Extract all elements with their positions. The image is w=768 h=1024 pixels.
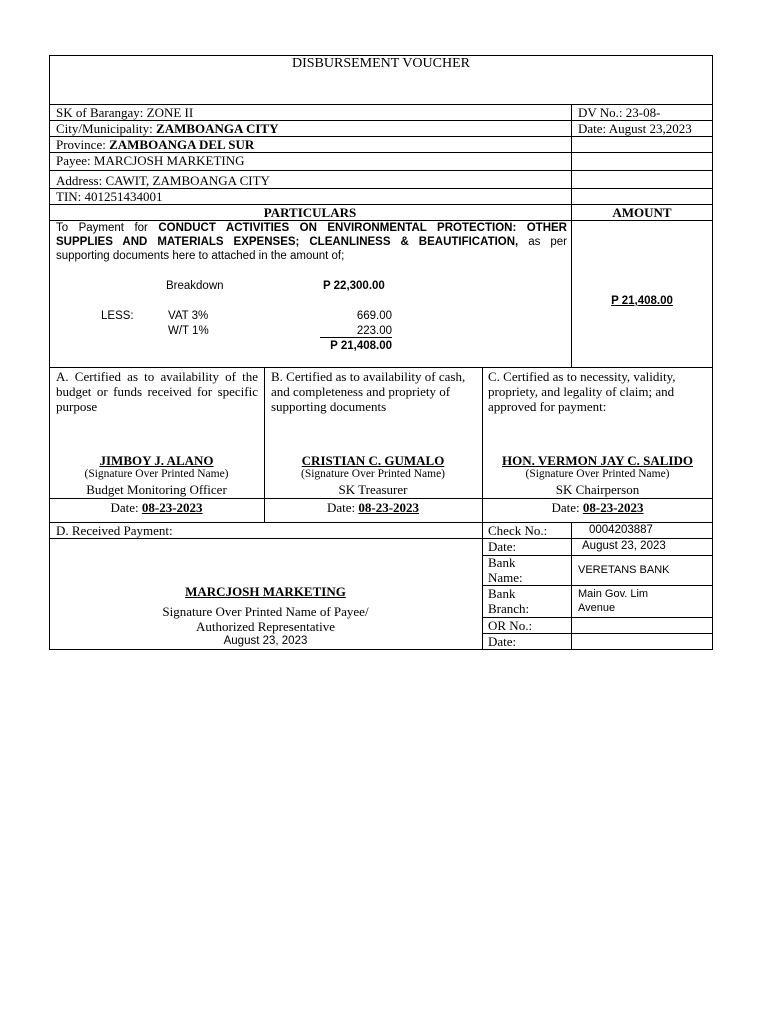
cert-b-caption: (Signature Over Printed Name) — [300, 468, 446, 480]
address-row — [56, 173, 270, 188]
amount-heading: AMOUNT — [612, 205, 672, 220]
payee-label: Payee: — [56, 153, 91, 168]
voucher-title: DISBURSEMENT VOUCHER — [291, 56, 470, 71]
cert-a-date-row — [49, 500, 264, 515]
net-amount: P 21,408.00 — [330, 340, 392, 352]
cert-c-text: C. Certified as to necessity, validity, propriety, and legality of claim; and approved for payment: — [488, 369, 676, 414]
vat-label: VAT 3% — [168, 310, 209, 322]
particulars-intro: To Payment for — [56, 222, 148, 234]
sk-barangay-value: ZONE II — [146, 105, 194, 120]
bank-branch-value-1: Main Gov. Lim — [578, 588, 649, 600]
cert-a-text: A. Certified as to availability of the budget or funds received for specific purpose — [56, 369, 258, 414]
wt-amount: 223.00 — [356, 325, 392, 337]
bank-branch-label-1: Bank — [488, 586, 516, 601]
dv-date-value: August 23,2023 — [608, 121, 692, 136]
cert-a-caption: (Signature Over Printed Name) — [84, 468, 229, 480]
dv-no-label: DV No.: — [578, 105, 623, 120]
address-value: CAWIT, ZAMBOANGA CITY — [105, 173, 270, 188]
cert-a-date: 08-23-2023 — [141, 500, 203, 515]
bank-branch-label-2: Branch: — [488, 601, 530, 616]
province-value: ZAMBOANGA DEL SUR — [109, 137, 255, 152]
check-date-value: August 23, 2023 — [582, 540, 666, 552]
particulars-heading: PARTICULARS — [263, 205, 357, 220]
dv-no-row — [578, 105, 660, 120]
payee-signatory: MARCJOSH MARKETING — [185, 584, 346, 599]
province-row — [56, 137, 254, 152]
cert-c-date: 08-23-2023 — [582, 500, 644, 515]
wt-label: W/T 1% — [168, 325, 209, 337]
cert-c-date-row — [482, 500, 713, 515]
tin-value: 401251434001 — [84, 189, 163, 204]
receipt-date: August 23, 2023 — [223, 635, 308, 647]
cert-b-text: B. Certified as to availability of cash, and completeness and propriety of supporting documents — [271, 369, 466, 414]
cert-a-signatory: JIMBOY J. ALANO — [99, 453, 214, 468]
vat-amount: 669.00 — [356, 310, 392, 322]
province-label: Province: — [56, 137, 106, 152]
cert-b-date: 08-23-2023 — [358, 500, 420, 515]
sk-barangay-row — [56, 105, 193, 120]
particulars-purpose: CONDUCT ACTIVITIES ON ENVIRONMENTAL PROTECTION: OTHER SUPPLIES AND MATERIALS EXPENSES; CLEANLINESS & BEAUTIFICATION, — [56, 222, 567, 248]
check-no-label: Check No.: — [488, 523, 548, 538]
cert-b-position: SK Treasurer — [338, 482, 408, 497]
or-date-label: Date: — [488, 634, 517, 649]
bank-branch-value-2: Avenue — [578, 602, 616, 614]
tin-row — [56, 189, 163, 204]
dv-date-row — [578, 121, 692, 136]
cert-c-caption: (Signature Over Printed Name) — [525, 468, 670, 480]
subtotal-rule — [320, 337, 392, 338]
particulars-description — [56, 221, 567, 263]
amount-total: P 21,408.00 — [611, 295, 673, 307]
payee-caption-line1: Signature Over Printed Name of Payee/ — [162, 604, 369, 619]
breakdown-label: Breakdown — [166, 280, 224, 292]
cert-b-date-row — [264, 500, 482, 515]
tin-label: TIN: — [56, 189, 82, 204]
received-payment-label: D. Received Payment: — [56, 523, 173, 538]
particulars-outro: as per supporting documents here to attached in the amount of; — [56, 236, 567, 262]
or-no-label: OR No.: — [488, 618, 533, 633]
cert-a-position: Budget Monitoring Officer — [86, 482, 227, 497]
cert-c-date-label: Date: — [551, 500, 580, 515]
address-label: Address: — [56, 173, 103, 188]
cert-b-signatory: CRISTIAN C. GUMALO — [301, 453, 445, 468]
city-row — [56, 121, 278, 136]
bank-name-label-2: Name: — [488, 570, 523, 585]
breakdown-amount: P 22,300.00 — [323, 280, 385, 292]
cert-c-signatory: HON. VERMON JAY C. SALIDO — [502, 453, 693, 468]
cert-a-date-label: Date: — [110, 500, 139, 515]
payee-value: MARCJOSH MARKETING — [93, 153, 245, 168]
payee-caption-line2: Authorized Representative — [196, 619, 335, 634]
sk-barangay-label: SK of Barangay: — [56, 105, 144, 120]
payee-row — [56, 153, 245, 168]
bank-name-value: VERETANS BANK — [578, 564, 670, 576]
less-label: LESS: — [101, 310, 134, 322]
bank-name-label-1: Bank — [488, 555, 516, 570]
dv-no-value: 23-08- — [625, 105, 661, 120]
cert-b-date-label: Date: — [326, 500, 356, 515]
dv-date-label: Date: — [578, 121, 607, 136]
city-label: City/Municipality: — [56, 121, 153, 136]
check-date-label: Date: — [488, 539, 517, 554]
cert-c-position: SK Chairperson — [555, 482, 640, 497]
city-value: ZAMBOANGA CITY — [156, 121, 279, 136]
check-no-value: 0004203887 — [589, 524, 653, 536]
